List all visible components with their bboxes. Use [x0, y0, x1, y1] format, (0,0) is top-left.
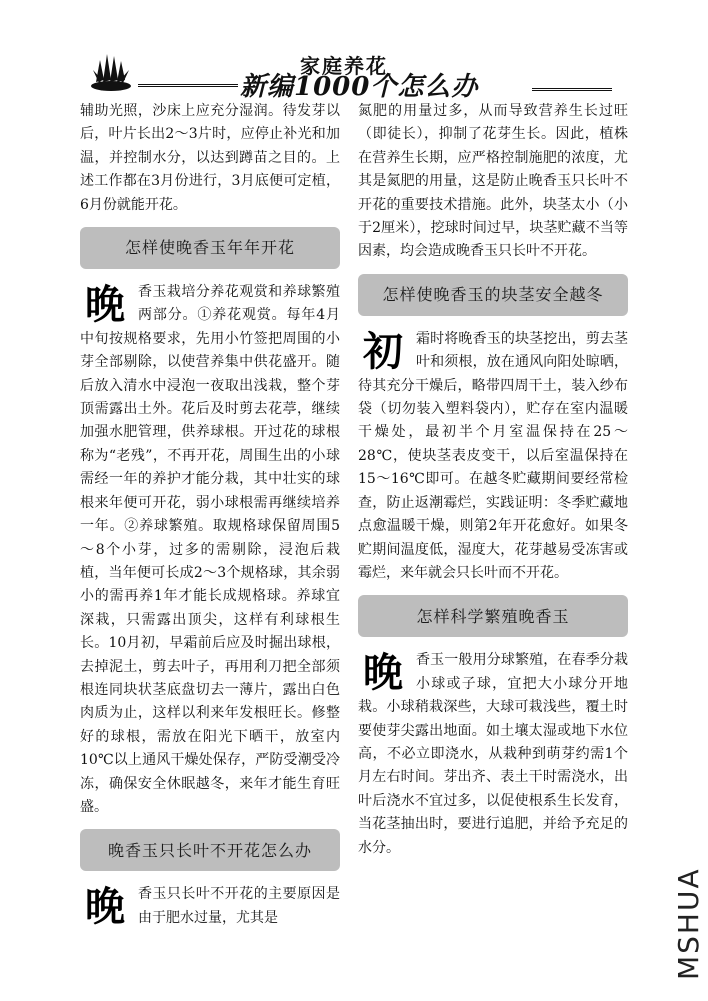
- section-body: [358, 649, 628, 860]
- drop-cap: 晚: [363, 650, 403, 697]
- flower-logo-icon: [90, 52, 132, 92]
- section-body: [80, 883, 340, 930]
- right-intro-paragraph: 氮肥的用量过多，从而导致营养生长过旺（即徒长），抑制了花芽生长。因此，植株在营养生长期，应严格控制施肥的浓度，尤其是氮肥的用量，这是防止晚香玉只长叶不开花的重要技术措施。此外，块茎太小（小于2厘米），挖球时间过早，块茎贮藏不当等因素，均会造成晚香玉只长叶不开花。: [358, 103, 628, 260]
- book-title: 新编1000个怎么办: [240, 72, 479, 102]
- drop-cap: 初: [363, 328, 403, 375]
- series-title: 家庭养花: [300, 54, 388, 78]
- section-text: 霜时将晚香玉的块茎挖出，剪去茎叶和须根，放在通风向阳处晾晒，待其充分干燥后，略带四周干土，装入纱布袋（切勿装入塑料袋内），贮存在室内温暖干燥处，最初半个月室温保持在25～28℃，使块茎表皮变干，以后室温保持在15～16℃即可。在越冬贮藏期间要经常检查，防止返潮霉烂，实践证明：冬季贮藏地点愈温暖干燥，则第2年开花愈好。如果冬贮期间温度低，湿度大，花芽越易受冻害或霉烂，来年就会只长叶而不开花。: [358, 330, 628, 581]
- section-text: 香玉栽培分养花观赏和养球繁殖两部分。①养花观赏。每年4月中旬按规格要求，先用小竹签把周围的小芽全部剔除，以使营养集中供花盛开。随后放入清水中浸泡一夜取出浅栽，整个芽顶需露出土外。花后及时剪去花葶，继续加强水肥管理，供养球根。开过花的球根称为“老残”，不再开花，周围生出的小球需经一年的养护才能分栽，其中壮实的球根来年便可开花，弱小球根需再继续培养一年。②养球繁殖。取规格球保留周围5～8个小芽，过多的需剔除，浸泡后栽植，当年便可长成2～3个规格球，其余弱小的需再养1年才能长成规格球。养球宜深栽，只需露出顶尖，这样有利球根生长。10月初，早霜前后应及时掘出球根，去掉泥土，剪去叶子，再用利刀把全部须根连同块状茎底盘切去一薄片，露出白色肉质为止，这样以利来年发根旺长。修整好的球根，需放在阳光下晒干，放室内10℃以上通风干燥处保存，严防受潮受冷冻，确保安全休眠越冬，来年才能生育旺盛。: [80, 284, 340, 815]
- section-heading: 怎样使晚香玉年年开花: [80, 227, 340, 269]
- watermark: MSHUA: [672, 867, 705, 980]
- drop-cap: 晚: [85, 884, 125, 931]
- section-heading: 怎样使晚香玉的块茎安全越冬: [358, 274, 628, 316]
- left-intro-paragraph: 辅助光照，沙床上应充分湿润。待发芽以后，叶片长出2～3片时，应停止补光和加温，并控制水分，以达到蹲苗之目的。上述工作都在3月份进行，3月底便可定植，6月份就能开花。: [80, 103, 340, 213]
- drop-cap: 晚: [85, 282, 125, 329]
- right-column: [358, 100, 628, 860]
- header-rule-left: [138, 84, 238, 87]
- header-rule-right: [532, 88, 612, 91]
- section-body: [80, 281, 340, 819]
- left-column: [80, 100, 340, 930]
- page-header: [90, 50, 610, 106]
- section-heading: 怎样科学繁殖晚香玉: [358, 595, 628, 637]
- section-text: 香玉一般用分球繁殖，在春季分栽小球或子球，宜把大小球分开地栽。小球稍栽深些，大球可栽浅些，覆土时要使芽尖露出地面。如土壤太湿或地下水位高，不必立即浇水，从栽种到萌芽约需1个月左右时间。芽出齐、表土干时需浇水，出叶后浇水不宜过多，以促使根系生长发育，当花茎抽出时，要进行追肥，并给予充足的水分。: [358, 652, 628, 856]
- section-text: 香玉只长叶不开花的主要原因是由于肥水过量，尤其是: [138, 886, 340, 926]
- section-heading: 晚香玉只长叶不开花怎么办: [80, 829, 340, 871]
- section-body: [358, 328, 628, 585]
